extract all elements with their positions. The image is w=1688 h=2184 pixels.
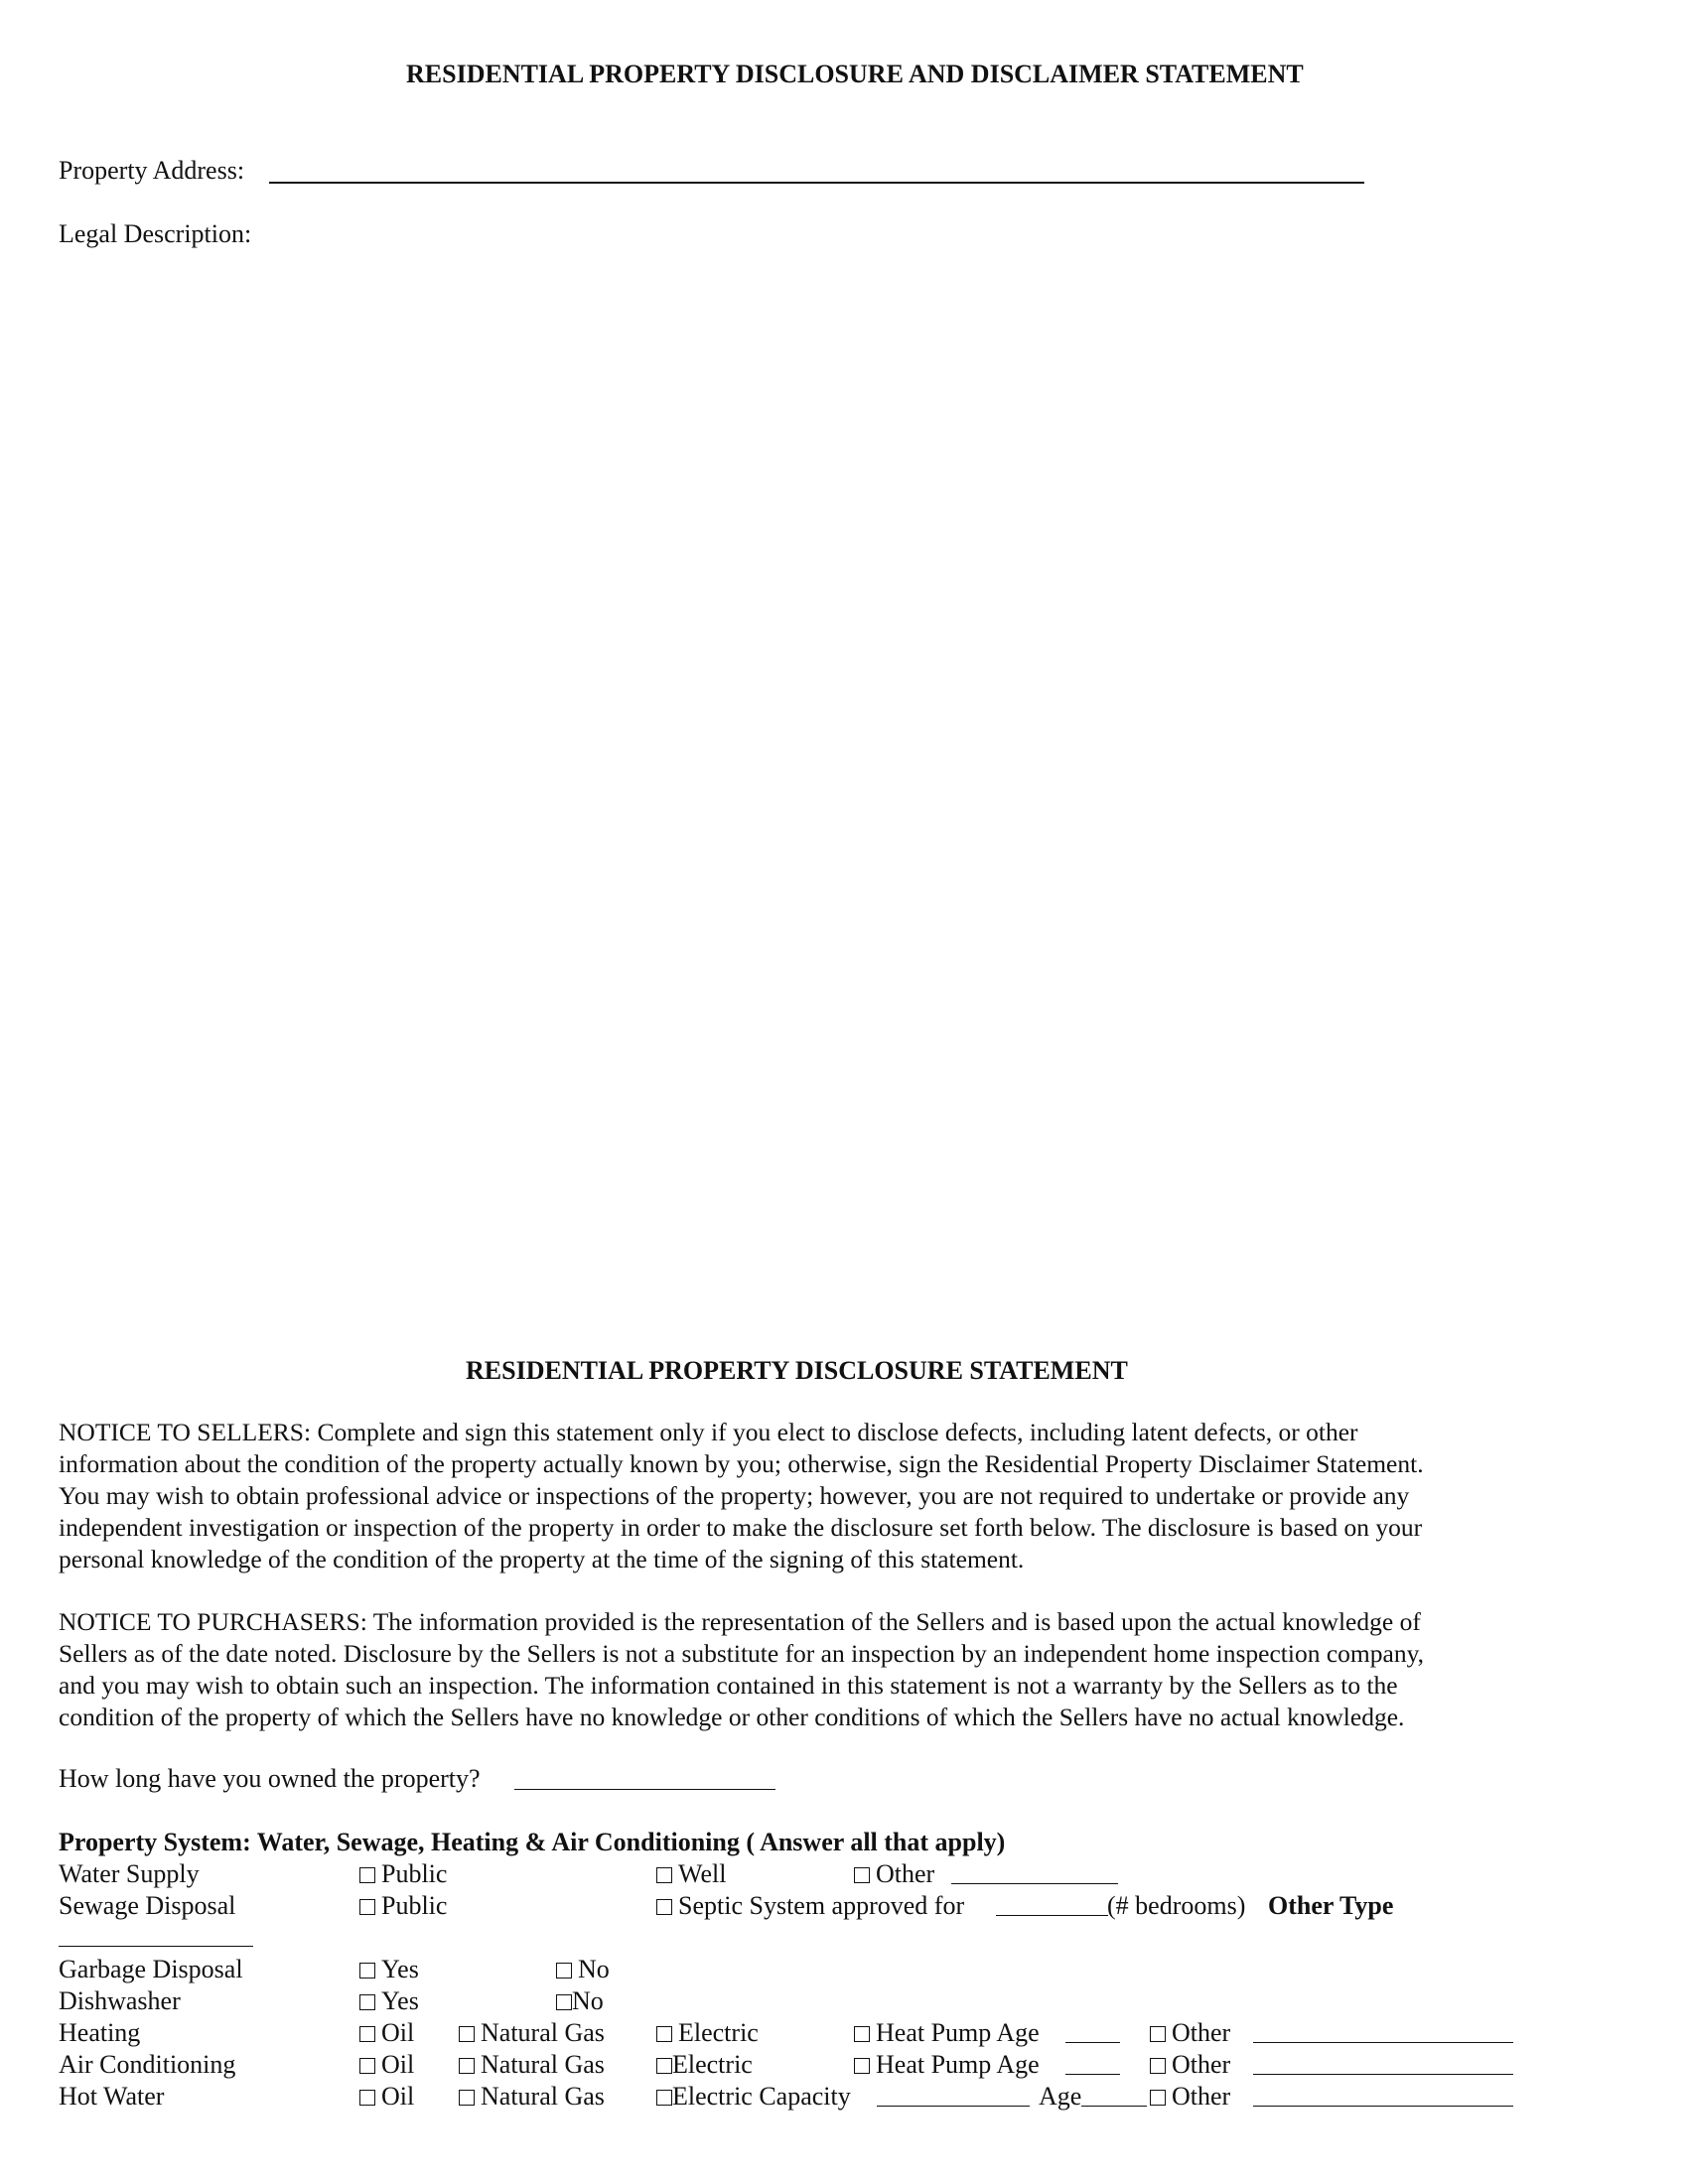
hot-water-age-label: Age <box>1039 2082 1082 2111</box>
checkbox[interactable] <box>1150 2026 1166 2042</box>
dishwasher-yes-option[interactable] <box>359 1985 419 2016</box>
water-public-option[interactable] <box>359 1858 447 1889</box>
option-label: Heat Pump Age <box>876 2018 1040 2047</box>
notice-sellers-line: NOTICE TO SELLERS: Complete and sign this statement only if you elect to disclose defects, including latent defects, or other <box>59 1418 1358 1446</box>
water-supply-label: Water Supply <box>59 1859 200 1888</box>
notice-sellers-line: information about the condition of the property actually known by you; otherwise, sign the Residential Property Disclaimer Statement. <box>59 1449 1424 1478</box>
bedrooms-label: (# bedrooms) <box>1107 1891 1246 1920</box>
notice-purchasers-line: and you may wish to obtain such an inspection. The information contained in this statement is not a warranty by the Sellers as to the <box>59 1671 1398 1700</box>
option-label: Public <box>381 1891 448 1920</box>
checkbox[interactable] <box>359 2026 375 2042</box>
option-label: Other <box>1172 2018 1231 2047</box>
option-label: Electric <box>672 2050 753 2079</box>
hot-water-capacity-field[interactable] <box>877 2106 1030 2107</box>
option-label: Public <box>381 1859 448 1888</box>
checkbox[interactable] <box>459 2058 475 2074</box>
checkbox[interactable] <box>359 2058 375 2074</box>
option-label: Yes <box>381 1955 419 1983</box>
notice-purchasers-line: condition of the property of which the Sellers have no knowledge or other conditions of which the Sellers have no actual knowledge. <box>59 1703 1405 1731</box>
option-label: Electric <box>678 2018 759 2047</box>
water-other-field[interactable] <box>951 1883 1118 1884</box>
option-label: Electric Capacity <box>672 2082 851 2111</box>
sewage-disposal-label: Sewage Disposal <box>59 1891 236 1920</box>
other-type-label: Other Type <box>1268 1891 1394 1920</box>
checkbox[interactable] <box>359 1994 375 2010</box>
heating-heat-pump-age-field[interactable] <box>1065 2042 1120 2043</box>
notice-purchasers-line: NOTICE TO PURCHASERS: The information provided is the representation of the Sellers and is based upon the actual knowledge of <box>59 1607 1421 1636</box>
option-label: Other <box>1172 2050 1231 2079</box>
checkbox[interactable] <box>459 2026 475 2042</box>
sewage-public-option[interactable] <box>359 1890 447 1921</box>
garbage-disposal-label: Garbage Disposal <box>59 1955 243 1983</box>
heating-label: Heating <box>59 2018 141 2047</box>
hot-water-age-field[interactable] <box>1081 2106 1147 2107</box>
ac-other-option[interactable] <box>1150 2049 1230 2080</box>
option-label: Heat Pump Age <box>876 2050 1040 2079</box>
owned-question: How long have you owned the property? <box>59 1764 481 1793</box>
option-label: Other <box>1172 2082 1231 2111</box>
notice-sellers-line: independent investigation or inspection of the property in order to make the disclosure set forth below. The disclosure is based on your <box>59 1513 1423 1542</box>
notice-sellers-line: You may wish to obtain professional advice or inspections of the property; however, you are not required to undertake or provide any <box>59 1481 1410 1510</box>
hot-water-other-field[interactable] <box>1253 2106 1513 2107</box>
heating-other-field[interactable] <box>1253 2042 1513 2043</box>
hot-water-gas-option[interactable] <box>459 2081 605 2112</box>
option-label: Other <box>876 1859 935 1888</box>
checkbox[interactable] <box>656 2090 672 2106</box>
option-label: Oil <box>381 2082 415 2111</box>
heating-other-option[interactable] <box>1150 2017 1230 2048</box>
checkbox[interactable] <box>854 2058 870 2074</box>
ac-heat-pump-age-field[interactable] <box>1065 2074 1120 2075</box>
checkbox[interactable] <box>854 1867 870 1883</box>
page-title: RESIDENTIAL PROPERTY DISCLOSURE AND DISCLAIMER STATEMENT <box>406 60 1304 88</box>
option-label: Yes <box>381 1986 419 2015</box>
heating-oil-option[interactable] <box>359 2017 414 2048</box>
property-address-field[interactable] <box>269 182 1364 184</box>
legal-description-label: Legal Description: <box>59 219 252 248</box>
water-other-option[interactable] <box>854 1858 934 1889</box>
option-label: Natural Gas <box>481 2050 605 2079</box>
garbage-yes-option[interactable] <box>359 1954 419 1984</box>
section-title: RESIDENTIAL PROPERTY DISCLOSURE STATEMENT <box>466 1356 1128 1385</box>
hot-water-electric-option[interactable] <box>656 2081 851 2112</box>
notice-purchasers-line: Sellers as of the date noted. Disclosure by the Sellers is not a substitute for an inspection by an independent home inspection company, <box>59 1639 1425 1668</box>
checkbox[interactable] <box>656 1867 672 1883</box>
hot-water-label: Hot Water <box>59 2082 165 2111</box>
ac-other-field[interactable] <box>1253 2074 1513 2075</box>
other-type-field[interactable] <box>59 1946 253 1947</box>
checkbox[interactable] <box>359 1899 375 1915</box>
dishwasher-label: Dishwasher <box>59 1986 181 2015</box>
checkbox[interactable] <box>459 2090 475 2106</box>
hot-water-other-option[interactable] <box>1150 2081 1230 2112</box>
notice-sellers-line: personal knowledge of the condition of the property at the time of the signing of this statement. <box>59 1545 1025 1573</box>
option-label: Natural Gas <box>481 2018 605 2047</box>
legal-description-field[interactable] <box>59 256 1548 1328</box>
ac-gas-option[interactable] <box>459 2049 605 2080</box>
checkbox[interactable] <box>656 2026 672 2042</box>
checkbox[interactable] <box>1150 2090 1166 2106</box>
option-label: Oil <box>381 2018 415 2047</box>
option-label: No <box>572 1986 604 2015</box>
checkbox[interactable] <box>359 1963 375 1979</box>
property-system-heading: Property System: Water, Sewage, Heating & Air Conditioning ( Answer all that apply) <box>59 1828 1006 1856</box>
heating-heat-pump-option[interactable] <box>854 2017 1040 2048</box>
heating-gas-option[interactable] <box>459 2017 605 2048</box>
option-label: Oil <box>381 2050 415 2079</box>
checkbox[interactable] <box>854 2026 870 2042</box>
checkbox[interactable] <box>656 2058 672 2074</box>
ac-electric-option[interactable] <box>656 2049 753 2080</box>
septic-bedrooms-field[interactable] <box>996 1915 1108 1916</box>
checkbox[interactable] <box>1150 2058 1166 2074</box>
sewage-septic-option[interactable] <box>656 1890 964 1921</box>
option-label: Well <box>678 1859 727 1888</box>
checkbox[interactable] <box>556 1963 572 1979</box>
water-well-option[interactable] <box>656 1858 726 1889</box>
notice-to-purchasers <box>59 1606 1568 1733</box>
option-label: Septic System approved for <box>678 1891 965 1920</box>
ac-heat-pump-option[interactable] <box>854 2049 1040 2080</box>
garbage-no-option[interactable] <box>556 1954 610 1984</box>
checkbox[interactable] <box>556 1994 572 2010</box>
heating-electric-option[interactable] <box>656 2017 759 2048</box>
dishwasher-no-option[interactable] <box>556 1985 604 2016</box>
checkbox[interactable] <box>359 2090 375 2106</box>
air-conditioning-label: Air Conditioning <box>59 2050 236 2079</box>
checkbox[interactable] <box>656 1899 672 1915</box>
checkbox[interactable] <box>359 1867 375 1883</box>
owned-duration-field[interactable] <box>514 1789 775 1790</box>
ac-oil-option[interactable] <box>359 2049 414 2080</box>
option-label: No <box>578 1955 610 1983</box>
option-label: Natural Gas <box>481 2082 605 2111</box>
property-address-label: Property Address: <box>59 156 245 185</box>
notice-to-sellers <box>59 1417 1568 1575</box>
hot-water-oil-option[interactable] <box>359 2081 414 2112</box>
